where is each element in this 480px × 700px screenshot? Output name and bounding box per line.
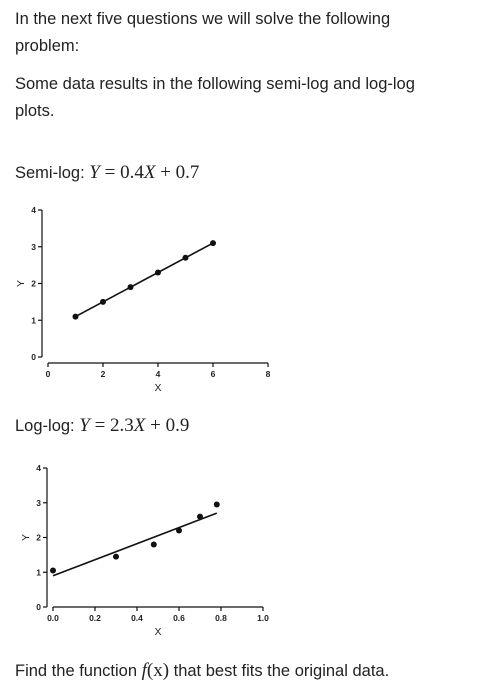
data-point bbox=[50, 568, 56, 574]
data-point bbox=[176, 528, 182, 534]
data-intro-line-2: plots. bbox=[15, 102, 55, 120]
question-post: that best fits the original data. bbox=[173, 662, 390, 680]
x-tick-label: 0.2 bbox=[89, 613, 101, 623]
data-point bbox=[210, 240, 216, 246]
function-notation: f(x) bbox=[141, 660, 170, 681]
data-point bbox=[113, 554, 119, 560]
y-tick-label: 1 bbox=[36, 567, 41, 578]
y-tick-label: 0 bbox=[36, 602, 41, 612]
semilog-chart bbox=[0, 200, 280, 395]
y-axis-label: Y bbox=[20, 533, 32, 542]
data-point bbox=[155, 269, 161, 275]
x-tick-label: 1.0 bbox=[257, 613, 269, 623]
y-tick-label: 2 bbox=[31, 278, 36, 289]
question-paragraph bbox=[15, 657, 470, 685]
data-intro-paragraph bbox=[15, 71, 470, 125]
semilog-formula: Y = 0.4X + 0.7 bbox=[89, 162, 200, 183]
data-point bbox=[100, 299, 106, 305]
x-axis-label: X bbox=[154, 626, 162, 638]
question-pre: Find the function bbox=[15, 662, 137, 680]
y-tick-label: 4 bbox=[31, 205, 36, 215]
y-tick-label: 1 bbox=[31, 315, 36, 326]
y-tick-label: 0 bbox=[31, 352, 36, 362]
loglog-formula: Y = 2.3X + 0.9 bbox=[79, 415, 190, 436]
x-tick-label: 2 bbox=[100, 369, 106, 379]
x-axis-label: X bbox=[154, 382, 162, 394]
x-tick-label: 6 bbox=[210, 369, 216, 379]
x-tick-label: 0.8 bbox=[215, 613, 227, 623]
data-point bbox=[128, 284, 134, 290]
semilog-equation bbox=[15, 159, 470, 187]
data-point bbox=[151, 541, 157, 547]
y-tick-label: 3 bbox=[36, 497, 41, 508]
y-tick-label: 2 bbox=[36, 532, 41, 543]
y-tick-label: 3 bbox=[31, 241, 36, 252]
data-point bbox=[197, 514, 203, 520]
y-axis-label: Y bbox=[15, 279, 27, 288]
loglog-equation bbox=[15, 412, 470, 440]
x-tick-label: 8 bbox=[265, 369, 271, 379]
data-point bbox=[214, 501, 220, 507]
intro-paragraph bbox=[15, 6, 470, 60]
x-tick-label: 0 bbox=[45, 369, 51, 379]
x-tick-label: 0.6 bbox=[173, 613, 185, 623]
fit-line bbox=[76, 243, 214, 317]
data-point bbox=[183, 255, 189, 261]
data-intro-line-1: Some data results in the following semi-log and log-log bbox=[15, 75, 415, 93]
x-tick-label: 0.4 bbox=[131, 613, 143, 623]
x-tick-label: 4 bbox=[155, 369, 161, 379]
semilog-label: Semi-log: bbox=[15, 164, 85, 182]
x-tick-label: 0.0 bbox=[47, 613, 59, 623]
data-point bbox=[73, 314, 79, 320]
loglog-chart bbox=[0, 455, 290, 645]
fit-line bbox=[53, 513, 217, 576]
y-tick-label: 4 bbox=[36, 463, 41, 473]
intro-line-2: problem: bbox=[15, 37, 80, 55]
loglog-label: Log-log: bbox=[15, 417, 75, 435]
intro-line-1: In the next five questions we will solve the following bbox=[15, 10, 391, 28]
